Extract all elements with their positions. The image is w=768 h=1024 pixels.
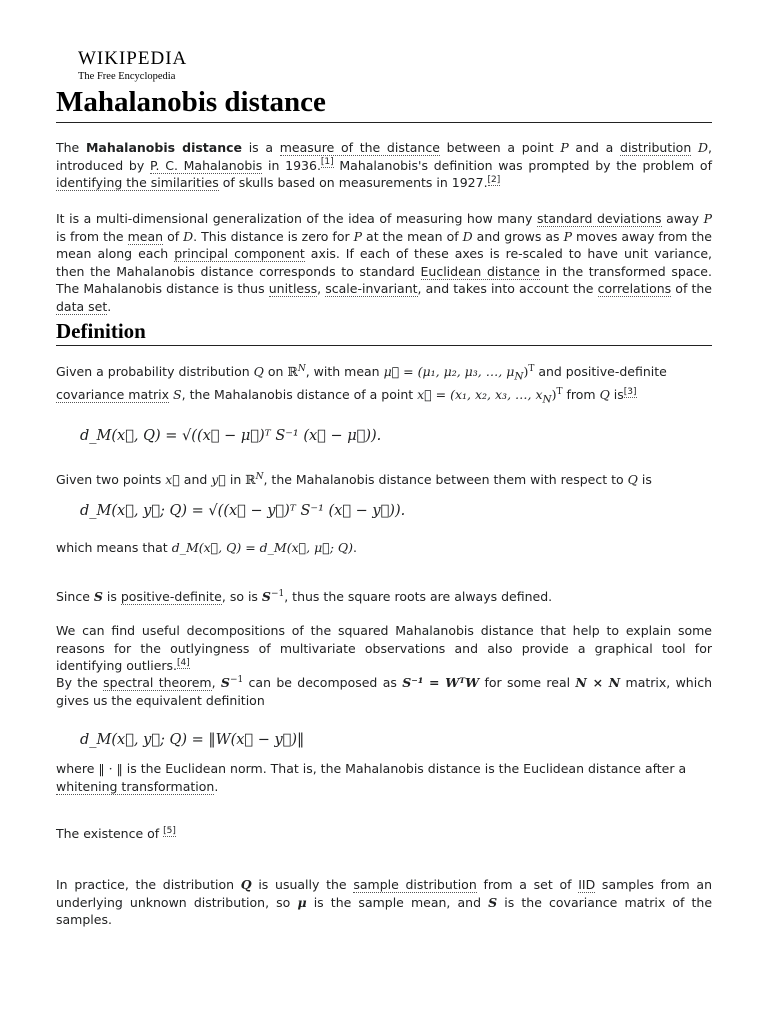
link-distribution[interactable]: distribution: [620, 140, 692, 155]
link-identifying-similarities[interactable]: identifying the similarities: [56, 175, 219, 190]
citation-5[interactable]: [5]: [163, 825, 176, 836]
formula-mahalanobis-two-points: d_M(x⃗, y⃗; Q) = √((x⃗ − y⃗)ᵀ S⁻¹ (x⃗ − y⃗)).: [80, 503, 406, 519]
definition-paragraph-7: where ‖ · ‖ is the Euclidean norm. That is, the Mahalanobis distance is the Euclidean distance after a whitening transformation.: [56, 761, 687, 794]
formula-mahalanobis-point: d_M(x⃗, Q) = √((x⃗ − μ⃗)ᵀ S⁻¹ (x⃗ − μ⃗)).: [80, 428, 382, 444]
intro-paragraph-2: It is a multi-dimensional generalization of the idea of measuring how many standard deviations away P is from the mean of D. This distance is zero for P at the mean of D and grows as P moves away from the mean along each principal component axis. If each of these axes is re-scaled to have unit variance, then the Mahalanobis distance corresponds to standard Euclidean distance in the transformed space. The Mahalanobis distance is thus unitless, scale-invariant, and takes into account the correlations of the data set.: [56, 211, 713, 314]
link-iid[interactable]: IID: [578, 877, 596, 892]
link-scale-invariant[interactable]: scale-invariant: [325, 281, 418, 296]
formula-whitening-norm: d_M(x⃗, y⃗; Q) = ‖W(x⃗ − y⃗)‖: [80, 732, 305, 748]
definition-paragraph-8: The existence of [5]: [56, 825, 176, 841]
link-standard-deviations[interactable]: standard deviations: [536, 211, 662, 226]
link-correlations[interactable]: correlations: [597, 281, 672, 296]
link-measure-of-distance[interactable]: measure of the distance: [279, 140, 440, 155]
link-mean[interactable]: mean: [127, 228, 164, 244]
link-unitless[interactable]: unitless: [268, 281, 318, 296]
definition-paragraph-1: Given a probability distribution Q on ℝ$^N$, with mean μ⃗ = (μ₁, μ₂, μ₃, …, $\mu_N)^T$ and positive-definite covariance matrix S, the Mahalanobis distance of a point x⃗ = (x₁, x₂, x₃, …, $x_N)^T$ from Q is[3]: [56, 363, 667, 406]
link-principal-component[interactable]: principal component: [174, 246, 305, 261]
logo-wordmark: WIKIPEDIA: [78, 48, 188, 69]
logo-tagline: The Free Encyclopedia: [78, 71, 176, 82]
citation-1[interactable]: [1]: [320, 157, 334, 168]
definition-paragraph-3: which means that d_M(x⃗, Q) = d_M(x⃗, μ⃗; Q).: [56, 540, 358, 555]
section-heading-definition: Definition: [56, 317, 712, 346]
citation-2[interactable]: [2]: [487, 174, 501, 185]
citation-3[interactable]: [3]: [623, 386, 637, 397]
link-whitening-transformation[interactable]: whitening transformation: [56, 778, 215, 794]
bold-term: Mahalanobis distance: [85, 140, 242, 155]
link-euclidean-distance[interactable]: Euclidean distance: [420, 263, 540, 279]
definition-paragraph-5: We can find useful decompositions of the squared Mahalanobis distance that help to explain some reasons for the outlyingness of multivariate observations and also provide a graphical tool for identifying outliers.[4]: [56, 623, 712, 673]
decomposition-expression: S⁻¹ = WᵀW: [402, 675, 480, 690]
point-vector-expression: x⃗ = (x₁, x₂, x₃, …, x: [417, 387, 543, 402]
link-pc-mahalanobis[interactable]: P. C. Mahalanobis: [149, 157, 263, 173]
definition-paragraph-2: Given two points x⃗ and y⃗ in ℝ$^N$, the Mahalanobis distance between them with respect to Q is: [56, 471, 652, 487]
intro-paragraph-1: The Mahalanobis distance is a measure of the distance between a point P and a distribution D, introduced by P. C. Mahalanobis in 1936.[1] Mahalanobis's definition was prompted by the problem of identifying the similarities of skulls based on measurements in 1927.[2]: [56, 140, 712, 190]
link-sample-distribution[interactable]: sample distribution: [353, 877, 477, 892]
page-title: Mahalanobis distance: [56, 84, 712, 123]
equivalence-expression: d_M(x⃗, Q) = d_M(x⃗, μ⃗; Q): [171, 540, 354, 555]
link-spectral-theorem[interactable]: spectral theorem: [103, 675, 212, 690]
link-positive-definite[interactable]: positive-definite: [120, 589, 222, 604]
definition-paragraph-6: By the spectral theorem, $S^{-1}$ can be decomposed as S⁻¹ = WᵀW for some real N × N matrix, which gives us the equivalent definition: [56, 674, 712, 708]
definition-paragraph-9: In practice, the distribution Q is usually the sample distribution from a set of IID samples from an underlying unknown distribution, so μ is the sample mean, and S is the covariance matrix of the samples.: [56, 877, 713, 927]
wikipedia-logo[interactable]: [78, 48, 218, 83]
definition-paragraph-4: Since S is positive-definite, so is $S^{-1}$, thus the square roots are always defined.: [56, 588, 553, 604]
mean-vector-expression: μ⃗ = (μ₁, μ₂, μ₃, …, μ: [383, 364, 515, 379]
citation-4[interactable]: [4]: [177, 657, 190, 668]
link-covariance-matrix[interactable]: covariance matrix: [56, 387, 170, 402]
link-data-set[interactable]: data set: [56, 298, 108, 314]
